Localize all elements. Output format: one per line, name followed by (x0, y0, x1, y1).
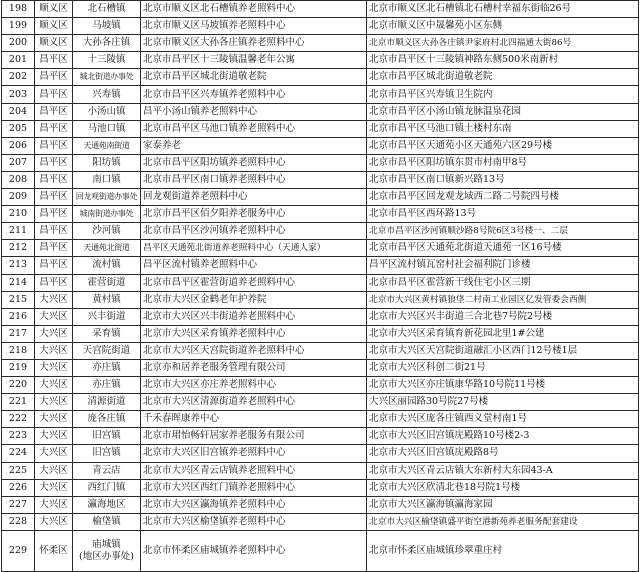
address-cell: 北京市昌平区霍营新干线住宅小区三期 (367, 274, 639, 291)
row-number-cell: 227 (2, 496, 35, 513)
table-row (2, 189, 639, 206)
row-number-cell: 225 (2, 462, 35, 479)
district-cell: 大兴区 (35, 496, 73, 513)
row-number-cell: 205 (2, 120, 35, 137)
address-cell: 北京市昌平区南口镇新兴路13号 (367, 171, 639, 188)
table-row (2, 445, 639, 462)
address-cell: 北京市昌平区西环路13号 (367, 206, 639, 223)
table-row (2, 69, 639, 86)
address-cell: 北京市昌平区兴寿镇卫生院内 (367, 86, 639, 103)
address-cell: 北京市顺义区中晟馨苑小区东侧 (367, 18, 639, 35)
district-cell: 昌平区 (35, 52, 73, 69)
institution-name-cell: 北京市大兴区金鹤老年护养院 (141, 291, 367, 308)
address-cell: 北京市大兴区瀛海镇瀛海家园 (367, 496, 639, 513)
district-cell: 大兴区 (35, 428, 73, 445)
town-cell: 马池口镇 (73, 120, 141, 137)
town-cell: 亦庄镇 (73, 359, 141, 376)
table-row (2, 394, 639, 411)
address-cell: 北京市昌平区马池口镇土楼村东南 (367, 120, 639, 137)
district-cell: 昌平区 (35, 120, 73, 137)
town-cell: 霍营街道 (73, 274, 141, 291)
row-number-cell: 224 (2, 445, 35, 462)
table-row (2, 274, 639, 291)
district-cell: 大兴区 (35, 513, 73, 530)
district-cell: 大兴区 (35, 342, 73, 359)
table-row (2, 35, 639, 52)
institution-name-cell: 北京市大兴区采育镇养老照料中心 (141, 325, 367, 342)
address-cell: 北京市大兴区天宫院街道融汇小区西门12号楼1层 (367, 342, 639, 359)
table-row (2, 291, 639, 308)
town-cell: 天通苑北街道 (73, 240, 141, 257)
table-row (2, 120, 639, 137)
table-row (2, 479, 639, 496)
address-cell: 北京市大兴区旧宫镇庑殿路10号楼2-3 (367, 428, 639, 445)
town-cell: 十三陵镇 (73, 52, 141, 69)
district-cell: 顺义区 (35, 1, 73, 18)
address-cell: 北京市昌平区回龙观龙域西二路二号院四号楼 (367, 189, 639, 206)
row-number-cell: 200 (2, 35, 35, 52)
institution-name-cell: 北京市昌平区佰夕阳养老服务中心 (141, 206, 367, 223)
address-cell: 北京市昌平区小汤山镇龙脉温泉花园 (367, 103, 639, 120)
table-row (2, 530, 639, 571)
town-cell: 沙河镇 (73, 223, 141, 240)
row-number-cell: 216 (2, 308, 35, 325)
table-row (2, 359, 639, 376)
district-cell: 大兴区 (35, 462, 73, 479)
town-cell: 天宫院街道 (73, 342, 141, 359)
institution-name-cell: 北京市大兴区旧宫镇养老照料中心 (141, 445, 367, 462)
town-cell: 马坡镇 (73, 18, 141, 35)
institution-name-cell: 北京市大兴区瀛海镇养老照料中心 (141, 496, 367, 513)
table-row (2, 103, 639, 120)
address-cell: 北京市大兴区兴丰街道三合北巷7号院2号楼 (367, 308, 639, 325)
town-cell: 西红门镇 (73, 479, 141, 496)
row-number-cell: 207 (2, 154, 35, 171)
district-cell: 大兴区 (35, 445, 73, 462)
row-number-cell: 229 (2, 530, 35, 571)
table-row (2, 428, 639, 445)
address-cell: 北京市怀柔区庙城镇珍翠重庄村 (367, 530, 639, 571)
district-cell: 大兴区 (35, 291, 73, 308)
row-number-cell: 215 (2, 291, 35, 308)
address-cell: 北京市昌平区城北街道敬老院 (367, 69, 639, 86)
district-cell: 大兴区 (35, 479, 73, 496)
district-cell: 昌平区 (35, 154, 73, 171)
address-cell: 昌平区流村镇瓦窑村社会福利院门诊楼 (367, 257, 639, 274)
town-cell: 城北街道办事处 (73, 69, 141, 86)
district-cell: 昌平区 (35, 257, 73, 274)
table-row (2, 308, 639, 325)
address-cell: 大兴区丽园路30号院27号楼 (367, 394, 639, 411)
row-number-cell: 209 (2, 189, 35, 206)
row-number-cell: 201 (2, 52, 35, 69)
address-cell: 北京市昌平区天通苑北街道天通苑一区16号楼 (367, 240, 639, 257)
institutions-table (1, 0, 639, 572)
address-cell: 北京市大兴区旧宫镇庑殿路8号 (367, 445, 639, 462)
town-cell: 天通苑南街道 (73, 137, 141, 154)
district-cell: 顺义区 (35, 35, 73, 52)
town-cell: 瀛海地区 (73, 496, 141, 513)
district-cell: 大兴区 (35, 308, 73, 325)
district-cell: 大兴区 (35, 411, 73, 428)
row-number-cell: 213 (2, 257, 35, 274)
town-cell: 城南街道办事处 (73, 206, 141, 223)
address-cell: 北京市大兴区采育镇育新花园北里1#公建 (367, 325, 639, 342)
address-cell: 北京市昌平区十三陵镇神路东侧500米南新村 (367, 52, 639, 69)
district-cell: 昌平区 (35, 171, 73, 188)
district-cell: 昌平区 (35, 240, 73, 257)
district-cell: 大兴区 (35, 377, 73, 394)
address-cell: 北京市大兴区庞各庄镇西义堂村南1号 (367, 411, 639, 428)
table-row (2, 18, 639, 35)
town-cell: 大孙各庄镇 (73, 35, 141, 52)
table-body (2, 1, 639, 572)
row-number-cell: 211 (2, 223, 35, 240)
address-cell: 北京市大兴区欣清北巷18号院1号楼 (367, 479, 639, 496)
address-cell: 北京市大兴区青云店镇大东新村大东园43-A (367, 462, 639, 479)
table-row (2, 52, 639, 69)
town-cell: 南口镇 (73, 171, 141, 188)
town-cell: 庙城镇 (地区办事处) (73, 530, 141, 571)
row-number-cell: 210 (2, 206, 35, 223)
institution-name-cell: 回龙观街道养老照料中心 (141, 189, 367, 206)
table-row (2, 206, 639, 223)
town-cell: 兴丰街道 (73, 308, 141, 325)
table-row (2, 223, 639, 240)
district-cell: 昌平区 (35, 189, 73, 206)
district-cell: 大兴区 (35, 394, 73, 411)
institution-name-cell: 北京市大兴区青云店镇养老照料中心 (141, 462, 367, 479)
institution-name-cell: 北京市大兴区兴丰街道养老照料中心 (141, 308, 367, 325)
row-number-cell: 212 (2, 240, 35, 257)
row-number-cell: 218 (2, 342, 35, 359)
district-cell: 昌平区 (35, 69, 73, 86)
town-cell: 亦庄镇 (73, 377, 141, 394)
row-number-cell: 206 (2, 137, 35, 154)
table-row (2, 171, 639, 188)
institution-name-cell: 北京市珺怡畅轩居家养老服务有限公司 (141, 428, 367, 445)
institution-name-cell: 千禾春晖康养中心 (141, 411, 367, 428)
table-row (2, 240, 639, 257)
institution-name-cell: 北京市昌平区南口镇养老照料中心 (141, 171, 367, 188)
institution-name-cell: 北京市昌平区阳坊镇养老照料中心 (141, 154, 367, 171)
district-cell: 昌平区 (35, 86, 73, 103)
institution-name-cell: 北京市大兴区天宫院街道养老照料中心 (141, 342, 367, 359)
town-cell: 榆垡镇 (73, 513, 141, 530)
institution-name-cell: 北京市大兴区清源街道养老照料中心 (141, 394, 367, 411)
town-cell: 北石槽镇 (73, 1, 141, 18)
row-number-cell: 202 (2, 69, 35, 86)
town-cell: 阳坊镇 (73, 154, 141, 171)
table-row (2, 137, 639, 154)
row-number-cell: 228 (2, 513, 35, 530)
table-row (2, 86, 639, 103)
row-number-cell: 203 (2, 86, 35, 103)
town-cell: 回龙观街道办事处 (73, 189, 141, 206)
table-row (2, 325, 639, 342)
table-row (2, 154, 639, 171)
institution-name-cell: 北京市大兴区亦庄养老照料中心 (141, 377, 367, 394)
row-number-cell: 208 (2, 171, 35, 188)
district-cell: 昌平区 (35, 223, 73, 240)
address-cell: 北京市顺义区大孙各庄镇尹家府村北四福通大街86号 (367, 35, 639, 52)
row-number-cell: 199 (2, 18, 35, 35)
row-number-cell: 219 (2, 359, 35, 376)
row-number-cell: 226 (2, 479, 35, 496)
row-number-cell: 220 (2, 377, 35, 394)
address-cell: 北京市大兴区榆垡镇盛平街空港新苑养老服务配套建设 (367, 513, 639, 530)
institution-name-cell: 北京市怀柔区庙城镇养老照料中心 (141, 530, 367, 571)
district-cell: 顺义区 (35, 18, 73, 35)
town-cell: 庞各庄镇 (73, 411, 141, 428)
institution-name-cell: 家泰养老 (141, 137, 367, 154)
town-cell: 清源街道 (73, 394, 141, 411)
district-cell: 大兴区 (35, 325, 73, 342)
address-cell: 北京市顺义区北石槽镇北石槽村幸福东街临26号 (367, 1, 639, 18)
table-row (2, 1, 639, 18)
table-row (2, 462, 639, 479)
institution-name-cell: 北京市昌平区兴寿镇养老照料中心 (141, 86, 367, 103)
town-cell: 旧宫镇 (73, 445, 141, 462)
institution-name-cell: 北京市大兴区西红门镇养老照料中心 (141, 479, 367, 496)
row-number-cell: 214 (2, 274, 35, 291)
table-row (2, 513, 639, 530)
table-row (2, 257, 639, 274)
institution-name-cell: 昌平区天通苑北街道养老照料中心（天通人家） (141, 240, 367, 257)
address-cell: 北京市大兴区科创二街21号 (367, 359, 639, 376)
institution-name-cell: 北京市顺义区北石槽镇养老照料中心 (141, 1, 367, 18)
town-cell: 兴寿镇 (73, 86, 141, 103)
row-number-cell: 217 (2, 325, 35, 342)
district-cell: 昌平区 (35, 206, 73, 223)
institution-name-cell: 北京市昌平区沙河镇养老照料中心 (141, 223, 367, 240)
row-number-cell: 204 (2, 103, 35, 120)
district-cell: 昌平区 (35, 103, 73, 120)
institution-name-cell: 昌平小汤山镇养老照料中心 (141, 103, 367, 120)
address-cell: 北京市昌平区阳坊镇东贯市村南甲8号 (367, 154, 639, 171)
town-cell: 青云店 (73, 462, 141, 479)
institution-name-cell: 北京市大兴区榆垡镇养老照料中心 (141, 513, 367, 530)
town-cell: 采育镇 (73, 325, 141, 342)
town-cell: 旧宫镇 (73, 428, 141, 445)
district-cell: 昌平区 (35, 137, 73, 154)
row-number-cell: 198 (2, 1, 35, 18)
table-row (2, 496, 639, 513)
address-cell: 北京市昌平区天通苑小区天通苑六区29号楼 (367, 137, 639, 154)
table-row (2, 342, 639, 359)
district-cell: 怀柔区 (35, 530, 73, 571)
institution-name-cell: 昌平区流村镇养老照料中心 (141, 257, 367, 274)
district-cell: 昌平区 (35, 274, 73, 291)
institution-name-cell: 北京市昌平区十三陵镇温馨老年公寓 (141, 52, 367, 69)
town-cell: 流村镇 (73, 257, 141, 274)
row-number-cell: 221 (2, 394, 35, 411)
institution-name-cell: 北京亦和居养老服务管理有限公司 (141, 359, 367, 376)
row-number-cell: 222 (2, 411, 35, 428)
institution-name-cell: 北京市昌平区霍营街道养老照料中心 (141, 274, 367, 291)
institution-name-cell: 北京市顺义区马坡镇养老照料中心 (141, 18, 367, 35)
district-cell: 大兴区 (35, 359, 73, 376)
row-number-cell: 223 (2, 428, 35, 445)
address-cell: 北京市大兴区亦庄镇康华路10号院11号楼 (367, 377, 639, 394)
town-cell: 小汤山镇 (73, 103, 141, 120)
table-row (2, 411, 639, 428)
address-cell: 北京市大兴区黄村镇狼垡二村南工业园区亿发管委会西侧 (367, 291, 639, 308)
address-cell: 北京市昌平区沙河镇顺沙路8号院6区3号楼一、二层 (367, 223, 639, 240)
table-row (2, 377, 639, 394)
town-cell: 黄村镇 (73, 291, 141, 308)
institution-name-cell: 北京市顺义区大孙各庄镇养老照料中心 (141, 35, 367, 52)
institution-name-cell: 北京市昌平区马池口镇养老照料中心 (141, 120, 367, 137)
institution-name-cell: 北京市昌平区城北街道敬老院 (141, 69, 367, 86)
